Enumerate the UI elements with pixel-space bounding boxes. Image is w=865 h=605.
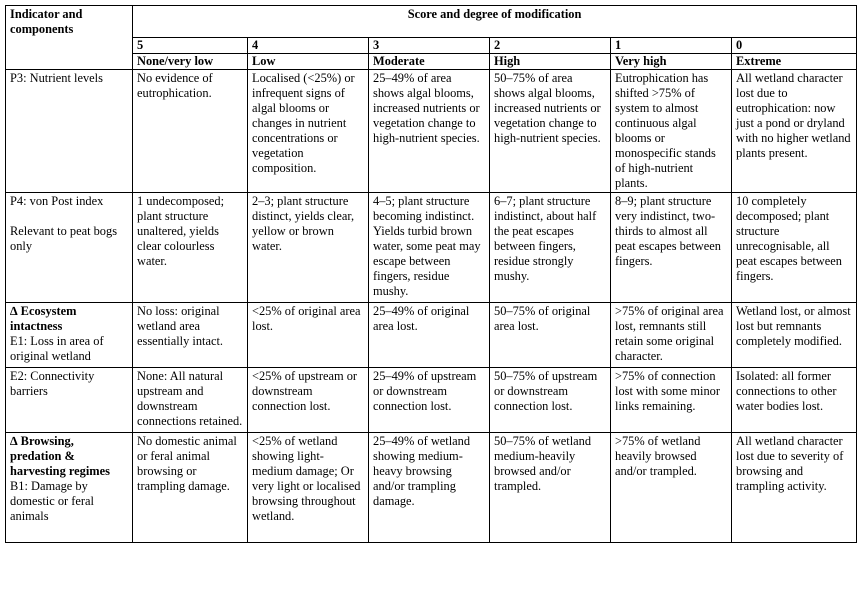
table-cell: >75% of connection lost with some minor links remaining. [611,368,732,433]
table-cell: <25% of upstream or downstream connection lost. [248,368,369,433]
table-cell: No domestic animal or feral animal browsing or trampling damage. [133,433,248,543]
degree-label: High [490,54,611,70]
score-header: Score and degree of modification [133,6,857,38]
score-number: 4 [248,38,369,54]
table-cell: 4–5; plant structure becoming indistinct. Yields turbid brown water, some peat may escape between fingers, residue mushy. [369,193,490,303]
indicator-group-heading: ∆ Browsing, predation & harvesting regimes [10,434,110,478]
table-cell: 6–7; plant structure indistinct, about half the peat escapes between fingers, residue strongly mushy. [490,193,611,303]
table-cell: No evidence of eutrophication. [133,70,248,193]
table-cell: None: All natural upstream and downstream connections retained. [133,368,248,433]
table-cell: All wetland character lost due to eutrophication: now just a pond or dryland with no higher wetland plants present. [732,70,857,193]
degree-label: Extreme [732,54,857,70]
table-cell: Localised (<25%) or infrequent signs of algal blooms or changes in nutrient concentrations or vegetation composition. [248,70,369,193]
score-number: 0 [732,38,857,54]
table-cell: <25% of original area lost. [248,303,369,368]
score-number: 3 [369,38,490,54]
table-cell: Eutrophication has shifted >75% of system to almost continuous algal blooms or monospecific stands of high-nutrient plants. [611,70,732,193]
degree-label: Moderate [369,54,490,70]
table-cell: Wetland lost, or almost lost but remnants completely modified. [732,303,857,368]
table-cell: 1 undecomposed; plant structure unaltered, yields clear colourless water. [133,193,248,303]
indicator-cell [6,193,133,303]
table-cell: 50–75% of original area lost. [490,303,611,368]
indicator-cell [6,70,133,193]
indicator-header: Indicator and components [6,6,133,70]
indicator-name: E2: Connectivity barriers [10,369,95,398]
degree-label: Very high [611,54,732,70]
table-cell: No loss: original wetland area essentially intact. [133,303,248,368]
table-cell: 50–75% of upstream or downstream connection lost. [490,368,611,433]
indicator-note: Relevant to peat bogs only [10,224,118,253]
indicator-cell [6,433,133,543]
table-cell: >75% of original area lost, remnants still retain some original character. [611,303,732,368]
table-cell: 2–3; plant structure distinct, yields clear, yellow or brown water. [248,193,369,303]
score-number-row [6,38,857,54]
degree-label: Low [248,54,369,70]
indicator-group-heading: ∆ Ecosystem intactness [10,304,77,333]
indicator-name: P4: von Post index [10,194,104,208]
score-number: 1 [611,38,732,54]
modification-score-table [5,5,857,543]
table-cell: All wetland character lost due to severity of browsing and trampling activity. [732,433,857,543]
table-cell: >75% of wetland heavily browsed and/or trampled. [611,433,732,543]
indicator-name: P3: Nutrient levels [10,71,103,85]
indicator-cell [6,368,133,433]
table-cell: 50–75% of area shows algal blooms, increased nutrients or vegetation change to high-nutrient species. [490,70,611,193]
table-cell: 50–75% of wetland medium-heavily browsed and/or trampled. [490,433,611,543]
table-row [6,303,857,368]
degree-label-row [6,54,857,70]
table-cell: 8–9; plant structure very indistinct, two-thirds to almost all peat escapes between fingers. [611,193,732,303]
indicator-name: E1: Loss in area of original wetland [10,334,104,363]
table-row [6,193,857,303]
table-row [6,368,857,433]
table-cell: 25–49% of wetland showing medium-heavy browsing and/or trampling damage. [369,433,490,543]
table-cell: 25–49% of area shows algal blooms, increased nutrients or vegetation change to high-nutrient species. [369,70,490,193]
table-row [6,433,857,543]
header-row [6,6,857,38]
table-cell: 10 completely decomposed; plant structure unrecognisable, all peat escapes between fingers. [732,193,857,303]
table-row [6,70,857,193]
degree-label: None/very low [133,54,248,70]
table-cell: 25–49% of upstream or downstream connection lost. [369,368,490,433]
table-cell: Isolated: all former connections to other water bodies lost. [732,368,857,433]
indicator-cell [6,303,133,368]
indicator-name: B1: Damage by domestic or feral animals [10,479,94,523]
score-number: 2 [490,38,611,54]
table-cell: 25–49% of original area lost. [369,303,490,368]
table-cell: <25% of wetland showing light-medium damage; Or very light or localised browsing throughout wetland. [248,433,369,543]
score-number: 5 [133,38,248,54]
